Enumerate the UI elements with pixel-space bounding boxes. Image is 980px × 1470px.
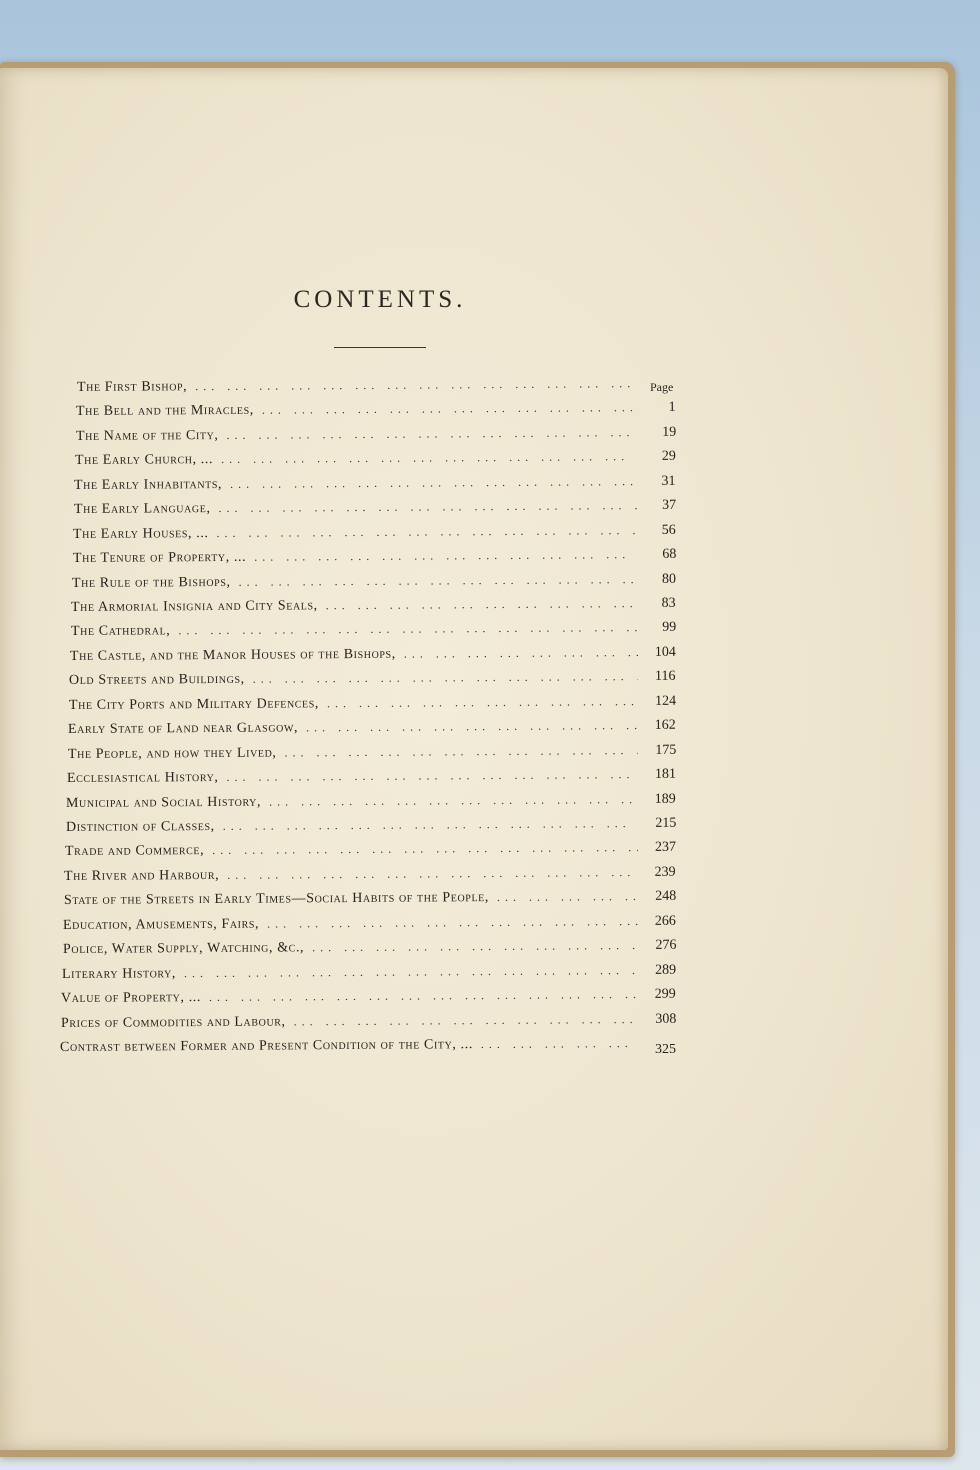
toc-entry-title: The Cathedral, xyxy=(70,623,171,640)
toc-entry-title: The River and Harbour, xyxy=(64,867,220,884)
toc-leader-dots xyxy=(298,718,638,735)
toc-entry-page: 1 xyxy=(668,400,677,416)
toc-leader-dots xyxy=(220,865,638,883)
toc-entry-title: Police, Water Supply, Watching, &c., xyxy=(62,940,304,958)
toc-entry-title: Old Streets and Buildings, xyxy=(69,672,246,689)
toc-entry-page: 83 xyxy=(661,595,677,611)
toc-entry xyxy=(67,742,676,766)
toc-entry xyxy=(66,791,676,815)
toc-leader-dots xyxy=(319,694,638,711)
toc-leader-dots xyxy=(209,523,638,541)
toc-entry-page: 80 xyxy=(661,571,677,587)
toc-leader-dots xyxy=(230,572,638,590)
toc-leader-dots xyxy=(254,401,638,419)
toc-entry-page: 104 xyxy=(654,644,677,660)
toc-entry-page: 215 xyxy=(654,815,677,831)
toc-entry xyxy=(69,694,676,718)
toc-entry xyxy=(66,816,676,840)
toc-entry xyxy=(75,449,676,473)
toc-leader-dots xyxy=(318,596,638,613)
toc-final-page: 325 xyxy=(638,1042,676,1058)
toc-entry-page: 31 xyxy=(661,473,677,489)
toc-entry-page: 162 xyxy=(654,717,677,734)
page-column-label: Page xyxy=(650,380,674,394)
toc-entry-title: The Castle, and the Manor Houses of the Bishops, xyxy=(69,646,396,664)
toc-entry-title: Municipal and Social History, xyxy=(66,794,262,811)
toc-entry-page: 299 xyxy=(654,986,677,1002)
toc-entry xyxy=(73,522,676,546)
toc-entry xyxy=(68,718,676,742)
toc-leader-dots xyxy=(259,914,638,932)
toc-leader-dots xyxy=(210,498,638,516)
toc-entry-page: 239 xyxy=(654,864,677,880)
toc-entry-page: 248 xyxy=(654,889,677,905)
toc-entry-title: The First Bishop, xyxy=(76,379,188,395)
toc-entry-page: 181 xyxy=(654,766,677,783)
toc-entry-title: State of the Streets in Early Times—Social Habits of the People, xyxy=(63,890,489,909)
toc-entry-page: 237 xyxy=(654,840,677,856)
toc-leader-dots xyxy=(176,963,638,981)
toc-entry-title: Prices of Commodities and Labour, xyxy=(60,1013,286,1031)
toc-entry-title: The Early Houses, ... xyxy=(73,525,209,542)
toc-entry-page: 68 xyxy=(661,546,677,562)
toc-leader-dots xyxy=(213,449,638,467)
toc-entry xyxy=(73,547,677,571)
toc-entry-title: The Armorial Insignia and City Seals, xyxy=(71,598,319,615)
toc-entry-title: Trade and Commerce, xyxy=(64,843,205,860)
toc-leader-dots xyxy=(245,669,638,687)
toc-leader-dots xyxy=(276,743,638,761)
toc-entry-page: 124 xyxy=(654,693,677,709)
toc-leader-dots xyxy=(285,1012,638,1029)
toc-leader-dots xyxy=(246,547,638,565)
toc-entry xyxy=(65,840,676,864)
toc-entry xyxy=(74,474,676,498)
toc-entry-page: 276 xyxy=(654,937,677,954)
toc-entry xyxy=(60,1036,676,1060)
toc-entry xyxy=(71,596,676,620)
toc-entry-page: 29 xyxy=(661,449,677,465)
toc-leader-dots xyxy=(187,376,638,394)
toc-entry xyxy=(71,620,676,644)
toc-entry xyxy=(63,913,676,937)
toc-entry-page: 189 xyxy=(654,791,677,807)
toc-entry xyxy=(77,376,676,400)
toc-leader-dots xyxy=(170,620,638,638)
toc-entry-title: Ecclesiastical History, xyxy=(66,770,219,787)
toc-entry-title: Value of Property, ... xyxy=(61,990,202,1007)
toc-leader-dots xyxy=(218,425,638,443)
toc-entry-page: 266 xyxy=(654,913,677,929)
toc-entry-title: Distinction of Classes, xyxy=(65,818,215,835)
toc-leader-dots xyxy=(214,816,638,834)
toc-entry-title: The Early Church, ... xyxy=(75,452,214,469)
contents-heading: CONTENTS. xyxy=(293,286,467,313)
toc-entry-page: 116 xyxy=(655,669,677,685)
toc-entry xyxy=(64,889,676,913)
toc-entry xyxy=(76,400,676,424)
toc-leader-dots xyxy=(201,987,638,1005)
toc-entry-page: 175 xyxy=(654,742,677,758)
toc-leader-dots xyxy=(204,840,638,858)
toc-leader-dots xyxy=(304,938,638,955)
toc-entry-title: The Name of the City, xyxy=(75,427,219,444)
toc-entry xyxy=(61,987,676,1011)
toc-leader-dots xyxy=(218,767,638,785)
toc-entry-page: 56 xyxy=(661,522,677,538)
toc-entry-page: 19 xyxy=(661,424,677,440)
toc-entry-title: Early State of Land near Glasgow, xyxy=(68,720,299,738)
toc-entry xyxy=(74,498,676,522)
toc-entry xyxy=(76,425,676,449)
toc-entry-title: The Early Language, xyxy=(73,501,211,518)
toc-entry-title: Contrast between Former and Present Condition of the City, ... xyxy=(59,1037,473,1055)
toc-entry-title: Education, Amusements, Fairs, xyxy=(63,916,260,933)
toc-entry xyxy=(62,962,676,986)
toc-leader-dots xyxy=(489,889,638,905)
toc-entry xyxy=(72,571,676,595)
toc-entry-title: The Rule of the Bishops, xyxy=(71,574,231,591)
toc-leader-dots xyxy=(223,474,639,492)
toc-entry-title: The Early Inhabitants, xyxy=(74,476,223,493)
toc-entry xyxy=(62,938,676,962)
toc-entry xyxy=(67,767,676,791)
toc-entry-title: Literary History, xyxy=(61,965,176,982)
toc-entry xyxy=(69,669,676,693)
toc-entry xyxy=(61,1011,676,1035)
toc-entry-page: 99 xyxy=(661,620,677,636)
toc-entry-page: 37 xyxy=(661,498,677,514)
toc-leader-dots xyxy=(261,792,638,810)
toc-entry-title: The City Ports and Military Defences, xyxy=(68,696,319,713)
toc-entry-page: 289 xyxy=(654,962,677,978)
toc-entry xyxy=(64,865,676,889)
toc-entry-title: The Bell and the Miracles, xyxy=(76,403,255,420)
toc-entry xyxy=(70,645,676,669)
toc-leader-dots xyxy=(396,645,638,662)
toc-entry-page: 308 xyxy=(654,1011,677,1027)
toc-leader-dots xyxy=(473,1036,638,1052)
toc-entry-title: The Tenure of Property, ... xyxy=(72,549,246,567)
toc-entry-title: The People, and how they Lived, xyxy=(67,745,277,762)
